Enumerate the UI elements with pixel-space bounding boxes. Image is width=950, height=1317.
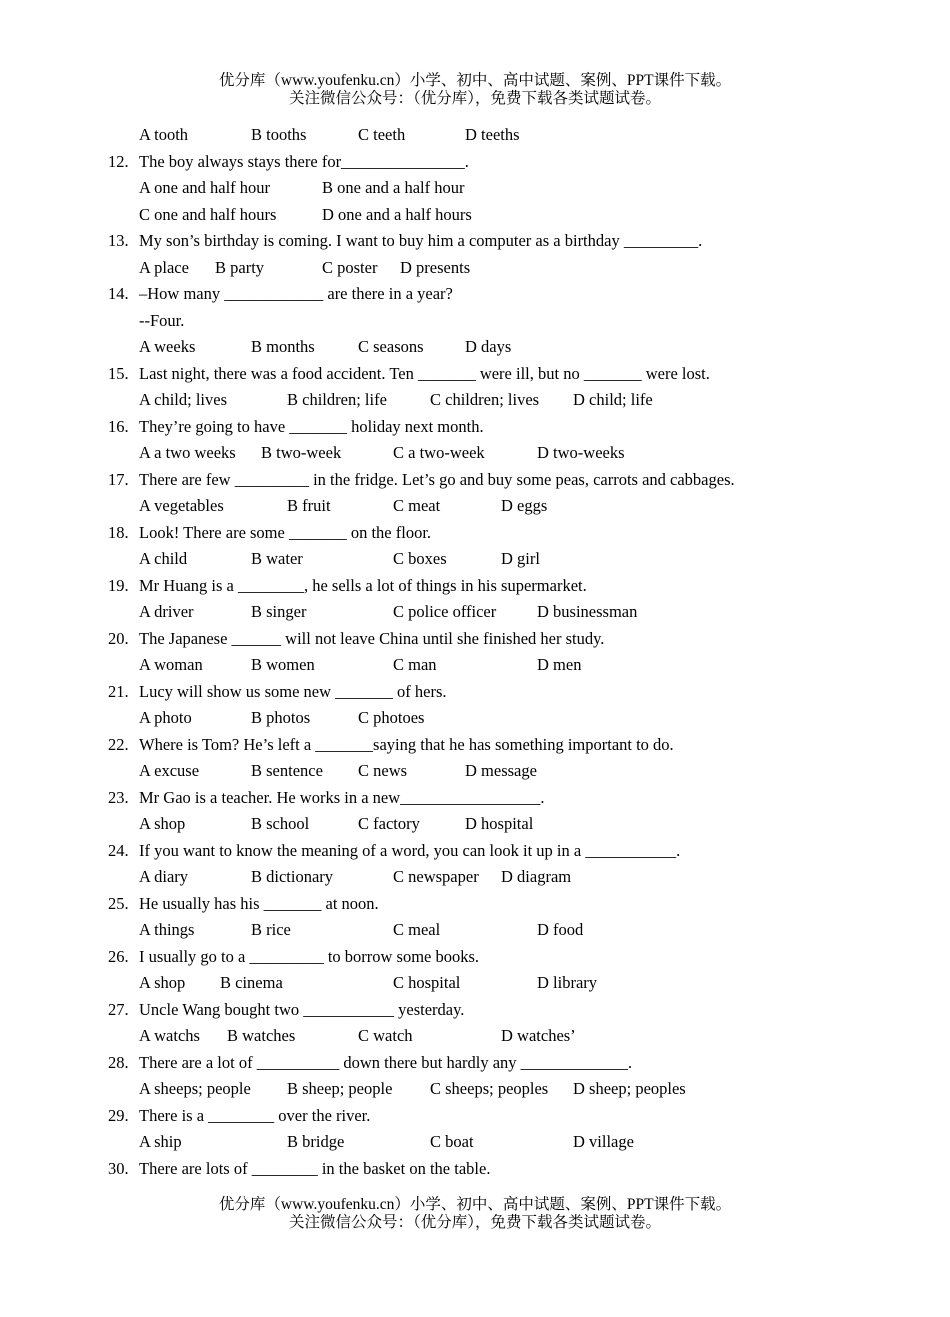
question-number: 28.	[108, 1052, 129, 1072]
header-line-2: 关注微信公众号：（优分库），免费下载各类试题试卷。	[288, 90, 661, 107]
question-row	[0, 626, 950, 653]
question-row	[0, 891, 950, 918]
answer-option: A excuse	[139, 761, 200, 780]
answer-option: C news	[358, 761, 408, 780]
answer-option: D men	[537, 655, 582, 674]
answer-option: A watchs	[139, 1026, 200, 1045]
answer-option: D message	[465, 761, 537, 780]
options-row	[0, 917, 950, 944]
question-text: The Japanese ______ will not leave China until she finished her study.	[139, 628, 605, 648]
options-row	[0, 811, 950, 838]
answer-option: B bridge	[287, 1132, 345, 1151]
question-text: Mr Gao is a teacher. He works in a new_________________.	[139, 787, 545, 807]
answer-option: A place	[139, 257, 189, 277]
answer-option: D sheep; peoples	[573, 1079, 686, 1098]
question-text: There are few _________ in the fridge. Let’s go and buy some peas, carrots and cabbages.	[139, 469, 735, 489]
answer-option: D businessman	[537, 602, 638, 621]
answer-option: C photoes	[358, 708, 425, 727]
options-row	[0, 334, 950, 361]
answer-option: C hospital	[393, 973, 461, 992]
answer-option: A driver	[139, 602, 194, 621]
answer-option: B party	[215, 257, 265, 277]
answer-option: A one and half hour	[139, 178, 271, 197]
options-row	[0, 1076, 950, 1103]
answer-option: D teeths	[465, 125, 520, 144]
answer-option: A ship	[139, 1132, 182, 1151]
question-list	[0, 122, 950, 1182]
answer-option: D presents	[400, 257, 471, 277]
question-number: 23.	[108, 787, 129, 807]
question-number: 22.	[108, 734, 129, 754]
question-row	[0, 281, 950, 308]
question-number: 19.	[108, 575, 129, 595]
answer-option: C man	[393, 655, 437, 674]
question-row	[0, 785, 950, 812]
question-text: Lucy will show us some new _______ of hers.	[139, 681, 447, 701]
answer-option: A photo	[139, 708, 192, 727]
dialogue-line	[0, 308, 950, 335]
answer-option: A weeks	[139, 337, 196, 356]
answer-option: D village	[573, 1132, 634, 1151]
question-text: My son’s birthday is coming. I want to buy him a computer as a birthday _________.	[139, 231, 703, 250]
question-number: 16.	[108, 416, 129, 436]
question-text: They’re going to have _______ holiday next month.	[139, 416, 484, 436]
answer-option: A things	[139, 920, 195, 939]
question-text: There is a ________ over the river.	[139, 1105, 371, 1125]
page-footer	[0, 1196, 950, 1232]
answer-option: C police officer	[393, 602, 497, 621]
answer-option: C children; lives	[430, 390, 540, 409]
options-row	[0, 758, 950, 785]
answer-option: B watches	[227, 1026, 296, 1045]
question-row	[0, 414, 950, 441]
options-row	[0, 493, 950, 520]
question-text: The boy always stays there for_______________.	[139, 151, 469, 171]
answer-option: A vegetables	[139, 496, 224, 515]
question-row	[0, 838, 950, 865]
question-text: Mr Huang is a ________, he sells a lot of things in his supermarket.	[139, 575, 587, 595]
answer-option: B women	[251, 655, 315, 674]
answer-option: B water	[251, 549, 303, 568]
answer-option: C factory	[358, 814, 420, 833]
question-text: Look! There are some _______ on the floor.	[139, 522, 432, 542]
question-row	[0, 228, 950, 255]
answer-option: C a two-week	[393, 443, 485, 462]
footer-line-1: 优分库（www.youfenku.cn）小学、初中、高中试题、案例、PPT课件下载。	[218, 1196, 732, 1213]
answer-option: A child	[139, 549, 188, 568]
question-text: He usually has his _______ at noon.	[139, 893, 379, 913]
answer-option: B fruit	[287, 496, 331, 515]
answer-option: C meat	[393, 496, 441, 515]
header-line-1: 优分库（www.youfenku.cn）小学、初中、高中试题、案例、PPT课件下载。	[218, 72, 732, 89]
question-row	[0, 679, 950, 706]
question-row	[0, 520, 950, 547]
options-row	[0, 387, 950, 414]
question-number: 29.	[108, 1105, 129, 1125]
question-row	[0, 732, 950, 759]
answer-option: B one and a half hour	[322, 178, 465, 197]
question-text: Last night, there was a food accident. Ten _______ were ill, but no _______ were lost.	[139, 363, 710, 383]
answer-option: A diary	[139, 867, 189, 886]
options-row	[0, 122, 950, 149]
question-row	[0, 997, 950, 1024]
question-text: Uncle Wang bought two ___________ yesterday.	[139, 999, 465, 1019]
question-text: If you want to know the meaning of a word, you can look it up in a ___________.	[139, 840, 681, 860]
options-row	[0, 202, 950, 229]
question-number: 30.	[108, 1158, 129, 1178]
question-number: 26.	[108, 946, 129, 966]
answer-option: B tooths	[251, 125, 307, 144]
options-row	[0, 1129, 950, 1156]
options-row	[0, 599, 950, 626]
answer-option: D hospital	[465, 814, 534, 833]
answer-option: C boat	[430, 1132, 474, 1151]
answer-option: B months	[251, 337, 315, 356]
answer-option: A a two weeks	[139, 443, 236, 462]
answer-option: A woman	[139, 655, 203, 674]
question-text: I usually go to a _________ to borrow some books.	[139, 946, 480, 966]
question-text: –How many ____________ are there in a year?	[139, 284, 453, 303]
answer-option: B rice	[251, 920, 291, 939]
answer-option: D girl	[501, 549, 540, 568]
question-row	[0, 1156, 950, 1183]
answer-option: C teeth	[358, 125, 406, 144]
footer-line-2: 关注微信公众号：（优分库），免费下载各类试题试卷。	[288, 1214, 661, 1231]
options-row	[0, 546, 950, 573]
question-text: Where is Tom? He’s left a _______saying that he has something important to do.	[139, 734, 674, 754]
answer-option: B photos	[251, 708, 311, 727]
question-row	[0, 1050, 950, 1077]
question-number: 18.	[108, 522, 129, 542]
question-number: 20.	[108, 628, 129, 648]
question-text: There are a lot of __________ down there but hardly any _____________.	[139, 1052, 633, 1072]
options-row	[0, 1023, 950, 1050]
answer-option: A tooth	[139, 125, 189, 144]
question-row	[0, 467, 950, 494]
answer-option: D one and a half hours	[322, 204, 472, 224]
answer-option: C seasons	[358, 337, 424, 356]
answer-option: D food	[537, 920, 584, 939]
question-number: 14.	[108, 284, 129, 303]
question-text: There are lots of ________ in the basket on the table.	[139, 1158, 491, 1178]
answer-option: B singer	[251, 602, 307, 621]
options-row	[0, 970, 950, 997]
answer-option: C sheeps; peoples	[430, 1079, 549, 1098]
question-number: 15.	[108, 363, 129, 383]
answer-option: D days	[465, 337, 512, 356]
question-number: 13.	[108, 231, 129, 250]
page-header	[0, 72, 950, 108]
question-number: 25.	[108, 893, 129, 913]
options-row	[0, 175, 950, 202]
answer-option: C poster	[322, 257, 378, 277]
question-row	[0, 573, 950, 600]
answer-option: D eggs	[501, 496, 548, 515]
answer-option: C meal	[393, 920, 441, 939]
answer-option: D child; life	[573, 390, 653, 409]
answer-option: C boxes	[393, 549, 447, 568]
answer-option: C watch	[358, 1026, 413, 1045]
answer-option: B two-week	[261, 443, 342, 462]
answer-option: B children; life	[287, 390, 387, 409]
question-number: 21.	[108, 681, 129, 701]
options-row	[0, 705, 950, 732]
question-row	[0, 149, 950, 176]
question-text: --Four.	[139, 310, 185, 330]
answer-option: B sentence	[251, 761, 323, 780]
question-row	[0, 1103, 950, 1130]
question-number: 17.	[108, 469, 129, 489]
answer-option: B sheep; people	[287, 1079, 393, 1098]
options-row	[0, 864, 950, 891]
answer-option: B school	[251, 814, 310, 833]
options-row	[0, 440, 950, 467]
answer-option: B cinema	[220, 973, 283, 992]
answer-option: D watches’	[501, 1026, 576, 1045]
question-number: 12.	[108, 151, 129, 171]
options-row	[0, 255, 950, 282]
answer-option: B dictionary	[251, 867, 334, 886]
answer-option: D library	[537, 973, 598, 992]
answer-option: A sheeps; people	[139, 1079, 251, 1098]
answer-option: D diagram	[501, 867, 572, 886]
answer-option: A child; lives	[139, 390, 227, 409]
answer-option: A shop	[139, 814, 186, 833]
question-row	[0, 361, 950, 388]
options-row	[0, 652, 950, 679]
question-number: 27.	[108, 999, 129, 1019]
answer-option: C newspaper	[393, 867, 479, 886]
answer-option: C one and half hours	[139, 204, 277, 224]
answer-option: A shop	[139, 973, 186, 992]
answer-option: D two-weeks	[537, 443, 625, 462]
question-number: 24.	[108, 840, 129, 860]
question-row	[0, 944, 950, 971]
